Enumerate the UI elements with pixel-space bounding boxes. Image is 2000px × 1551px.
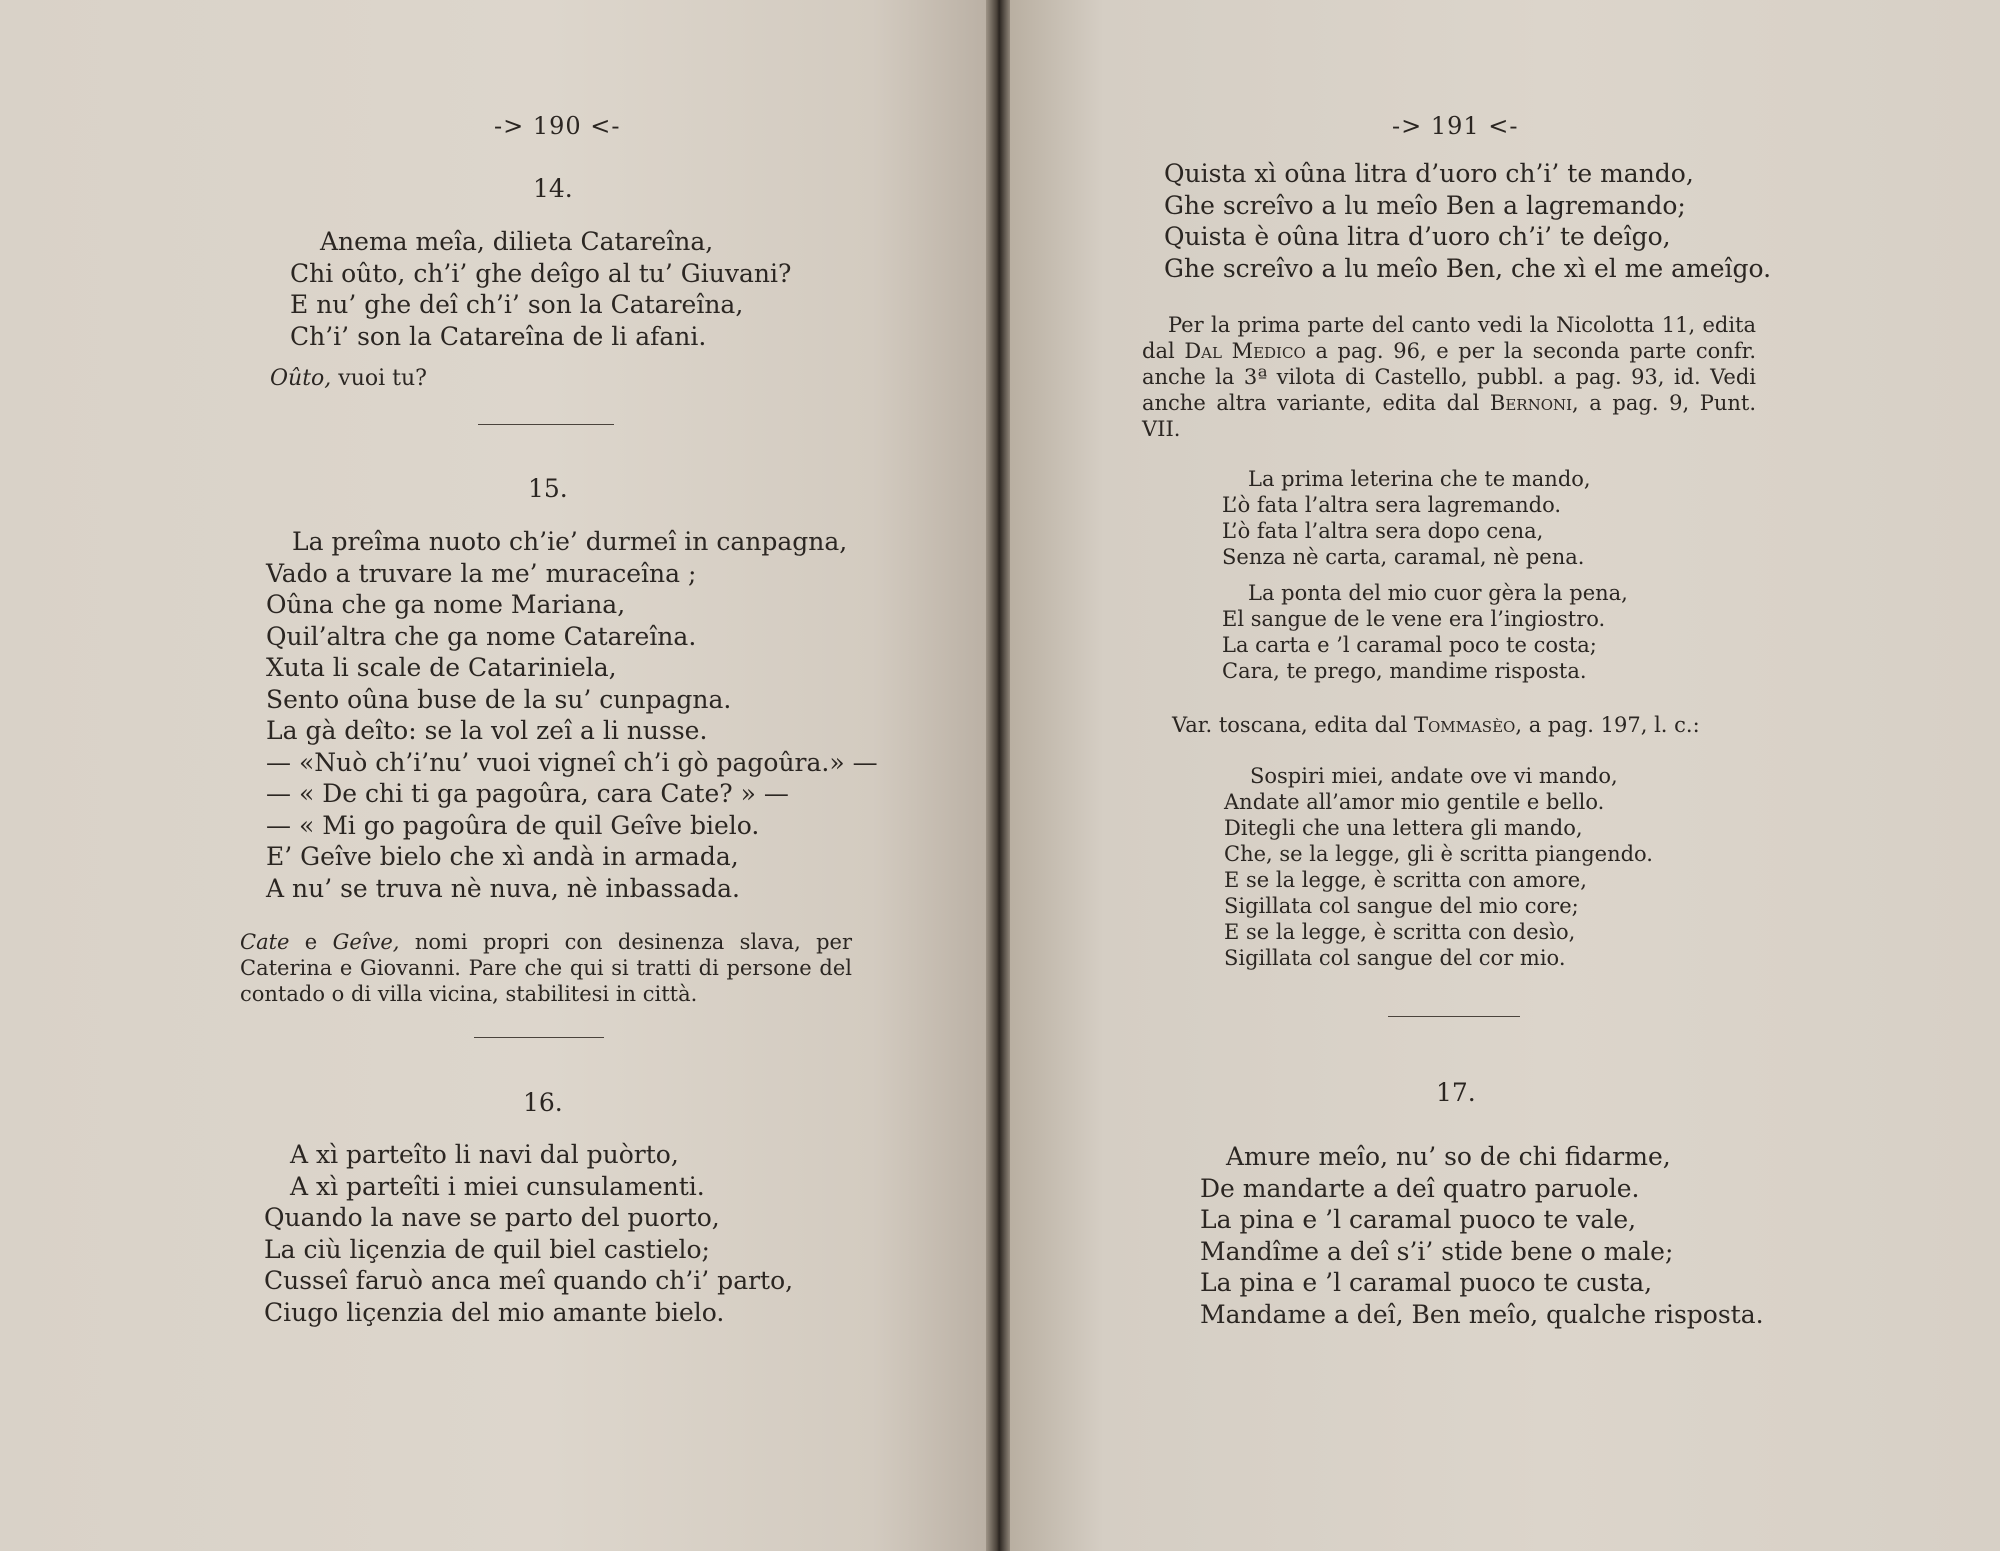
poem-number: 17.	[1436, 1078, 1476, 1107]
author-name: Dal Medico	[1184, 339, 1306, 363]
footnote	[1172, 712, 1772, 738]
verse-line: L’ò fata l’altra sera lagremando.	[1222, 493, 1562, 517]
verse-line: Quando la nave se parto del puorto,	[264, 1203, 720, 1232]
poem-17	[1200, 1141, 1764, 1330]
verse-line: La ponta del mio cuor gèra la pena,	[1248, 581, 1628, 605]
note-term: Oûto,	[270, 366, 332, 391]
verse-line: La pina e ’l caramal puoco te custa,	[1200, 1268, 1653, 1297]
poem-number: 14.	[533, 174, 573, 203]
verse-line: Xuta li scale de Catariniela,	[266, 653, 617, 682]
book-gutter	[986, 0, 1010, 1551]
verse-line: Sento oûna buse de la su’ cunpagna.	[266, 684, 732, 714]
verse-line: Ditegli che una lettera gli mando,	[1224, 816, 1583, 840]
poem-number: 16.	[523, 1088, 563, 1117]
verse-line: Ciugo liçenzia del mio amante bielo.	[264, 1297, 725, 1327]
verse-line: Sigillata col sangue del mio core;	[1224, 894, 1579, 918]
verse-line: Mandame a deî, Ben meîo, qualche risposta.	[1200, 1299, 1764, 1329]
verse-line: La pina e ’l caramal puoco te vale,	[1200, 1205, 1637, 1234]
verse-line: La ciù liçenzia de quil biel castielo;	[264, 1234, 710, 1264]
left-page	[0, 0, 992, 1551]
section-divider	[474, 1037, 604, 1038]
verse-line: — « Mi go pagoûra de quil Geîve bielo.	[266, 810, 760, 840]
verse-line: — « De chi ti ga pagoûra, cara Cate? » —	[266, 779, 789, 808]
author-name: Tommasèo	[1413, 713, 1516, 737]
footnote	[1142, 312, 1756, 442]
note-text: a pag. 96, e per la seconda parte confr. anche la 3ª vilota di Castello, pubbl. a pag. 93, id. Vedi anche altra variante, edita dal	[1142, 339, 1756, 415]
verse-line: Ghe screîvo a lu meîo Ben a lagremando;	[1164, 190, 1686, 220]
section-divider	[478, 424, 614, 425]
verse-line: La prima leterina che te mando,	[1248, 467, 1591, 491]
note-text: e	[289, 930, 333, 954]
verse-line: Cusseî faruò anca meî quando ch’i’ parto,	[264, 1266, 794, 1295]
verse-line: Sigillata col sangue del cor mio.	[1224, 946, 1566, 970]
verse-line: Sospiri miei, andate ove vi mando,	[1250, 764, 1618, 788]
note-text: , a pag. 9, Punt. VII.	[1142, 391, 1757, 441]
verse-line: E se la legge, è scritta con desìo,	[1224, 920, 1576, 944]
note-text: nomi propri con desinenza slava, per Caterina e Giovanni. Pare che qui si tratti di persone del contado o di villa vicina, stabilitesi in città.	[240, 930, 852, 1006]
verse-line: Ghe screîvo a lu meîo Ben, che xì el me ameîgo.	[1164, 253, 1772, 283]
verse-line: Andate all’amor mio gentile e bello.	[1224, 790, 1605, 814]
verse-line: Oûna che ga nome Mariana,	[266, 590, 626, 619]
footnote	[240, 929, 852, 1007]
verse-line: Ch’i’ son la Catareîna de li afani.	[290, 321, 707, 351]
right-page	[1004, 0, 2000, 1551]
poem-15	[266, 526, 878, 904]
verse-line: El sangue de le vene era l’ingiostro.	[1222, 607, 1606, 631]
verse-line: Senza nè carta, caramal, nè pena.	[1222, 545, 1585, 569]
note-text: vuoi tu?	[331, 366, 427, 391]
verse-line: — «Nuò ch’i’nu’ vuoi vigneî ch’i gò pagoûra.» —	[266, 747, 878, 777]
verse-line: Che, se la legge, gli è scritta piangendo.	[1224, 842, 1653, 866]
note-text: Var. toscana, edita dal	[1172, 713, 1414, 737]
verse-line: La gà deîto: se la vol zeî a li nusse.	[266, 716, 708, 745]
footnote	[270, 366, 870, 392]
variant-stanza-1	[1222, 466, 1591, 570]
verse-line: A xì parteîto li navi dal puòrto,	[290, 1140, 679, 1169]
poem-14	[290, 226, 791, 352]
verse-line: Quil’altra che ga nome Catareîna.	[266, 621, 697, 651]
verse-line: E nu’ ghe deî ch’i’ son la Catareîna,	[290, 290, 744, 319]
verse-line: Quista è oûna litra d’uoro ch’i’ te deîgo,	[1164, 222, 1671, 251]
variant-stanza-2	[1222, 580, 1628, 684]
section-divider	[1388, 1016, 1520, 1017]
verse-line: La preîma nuoto ch’ie’ durmeî in canpagna,	[292, 527, 848, 556]
verse-line: E’ Geîve bielo che xì andà in armada,	[266, 842, 739, 871]
verse-line: A nu’ se truva nè nuva, nè inbassada.	[266, 873, 740, 903]
verse-line: E se la legge, è scritta con amore,	[1224, 868, 1587, 892]
poem-16	[264, 1139, 793, 1328]
page-number: -> 190 <-	[494, 112, 621, 140]
verse-line: Cara, te prego, mandime risposta.	[1222, 659, 1587, 683]
verse-line: La carta e ’l caramal poco te costa;	[1222, 633, 1597, 657]
tuscan-variant	[1224, 763, 1653, 971]
verse-line: L’ò fata l’altra sera dopo cena,	[1222, 519, 1544, 543]
poem-16-continuation	[1164, 158, 1771, 284]
page-number: -> 191 <-	[1392, 112, 1519, 140]
author-name: Bernoni	[1489, 391, 1573, 415]
poem-number: 15.	[528, 474, 568, 503]
verse-line: A xì parteîti i miei cunsulamenti.	[290, 1171, 705, 1201]
note-term: Geîve,	[332, 930, 400, 954]
note-text: Per la prima parte del canto vedi la Nicolotta 11, edita dal	[1142, 313, 1756, 363]
verse-line: Chi oûto, ch’i’ ghe deîgo al tu’ Giuvani?	[290, 258, 792, 288]
note-text: , a pag. 197, l. c.:	[1515, 713, 1700, 737]
note-term: Cate	[240, 930, 290, 954]
verse-line: Mandîme a deî s’i’ stide bene o male;	[1200, 1236, 1674, 1266]
verse-line: De mandarte a deî quatro paruole.	[1200, 1173, 1640, 1203]
verse-line: Anema meîa, dilieta Catareîna,	[320, 227, 714, 256]
verse-line: Vado a truvare la me’ muraceîna ;	[266, 558, 697, 588]
verse-line: Quista xì oûna litra d’uoro ch’i’ te mando,	[1164, 159, 1694, 188]
verse-line: Amure meîo, nu’ so de chi fidarme,	[1226, 1142, 1671, 1171]
